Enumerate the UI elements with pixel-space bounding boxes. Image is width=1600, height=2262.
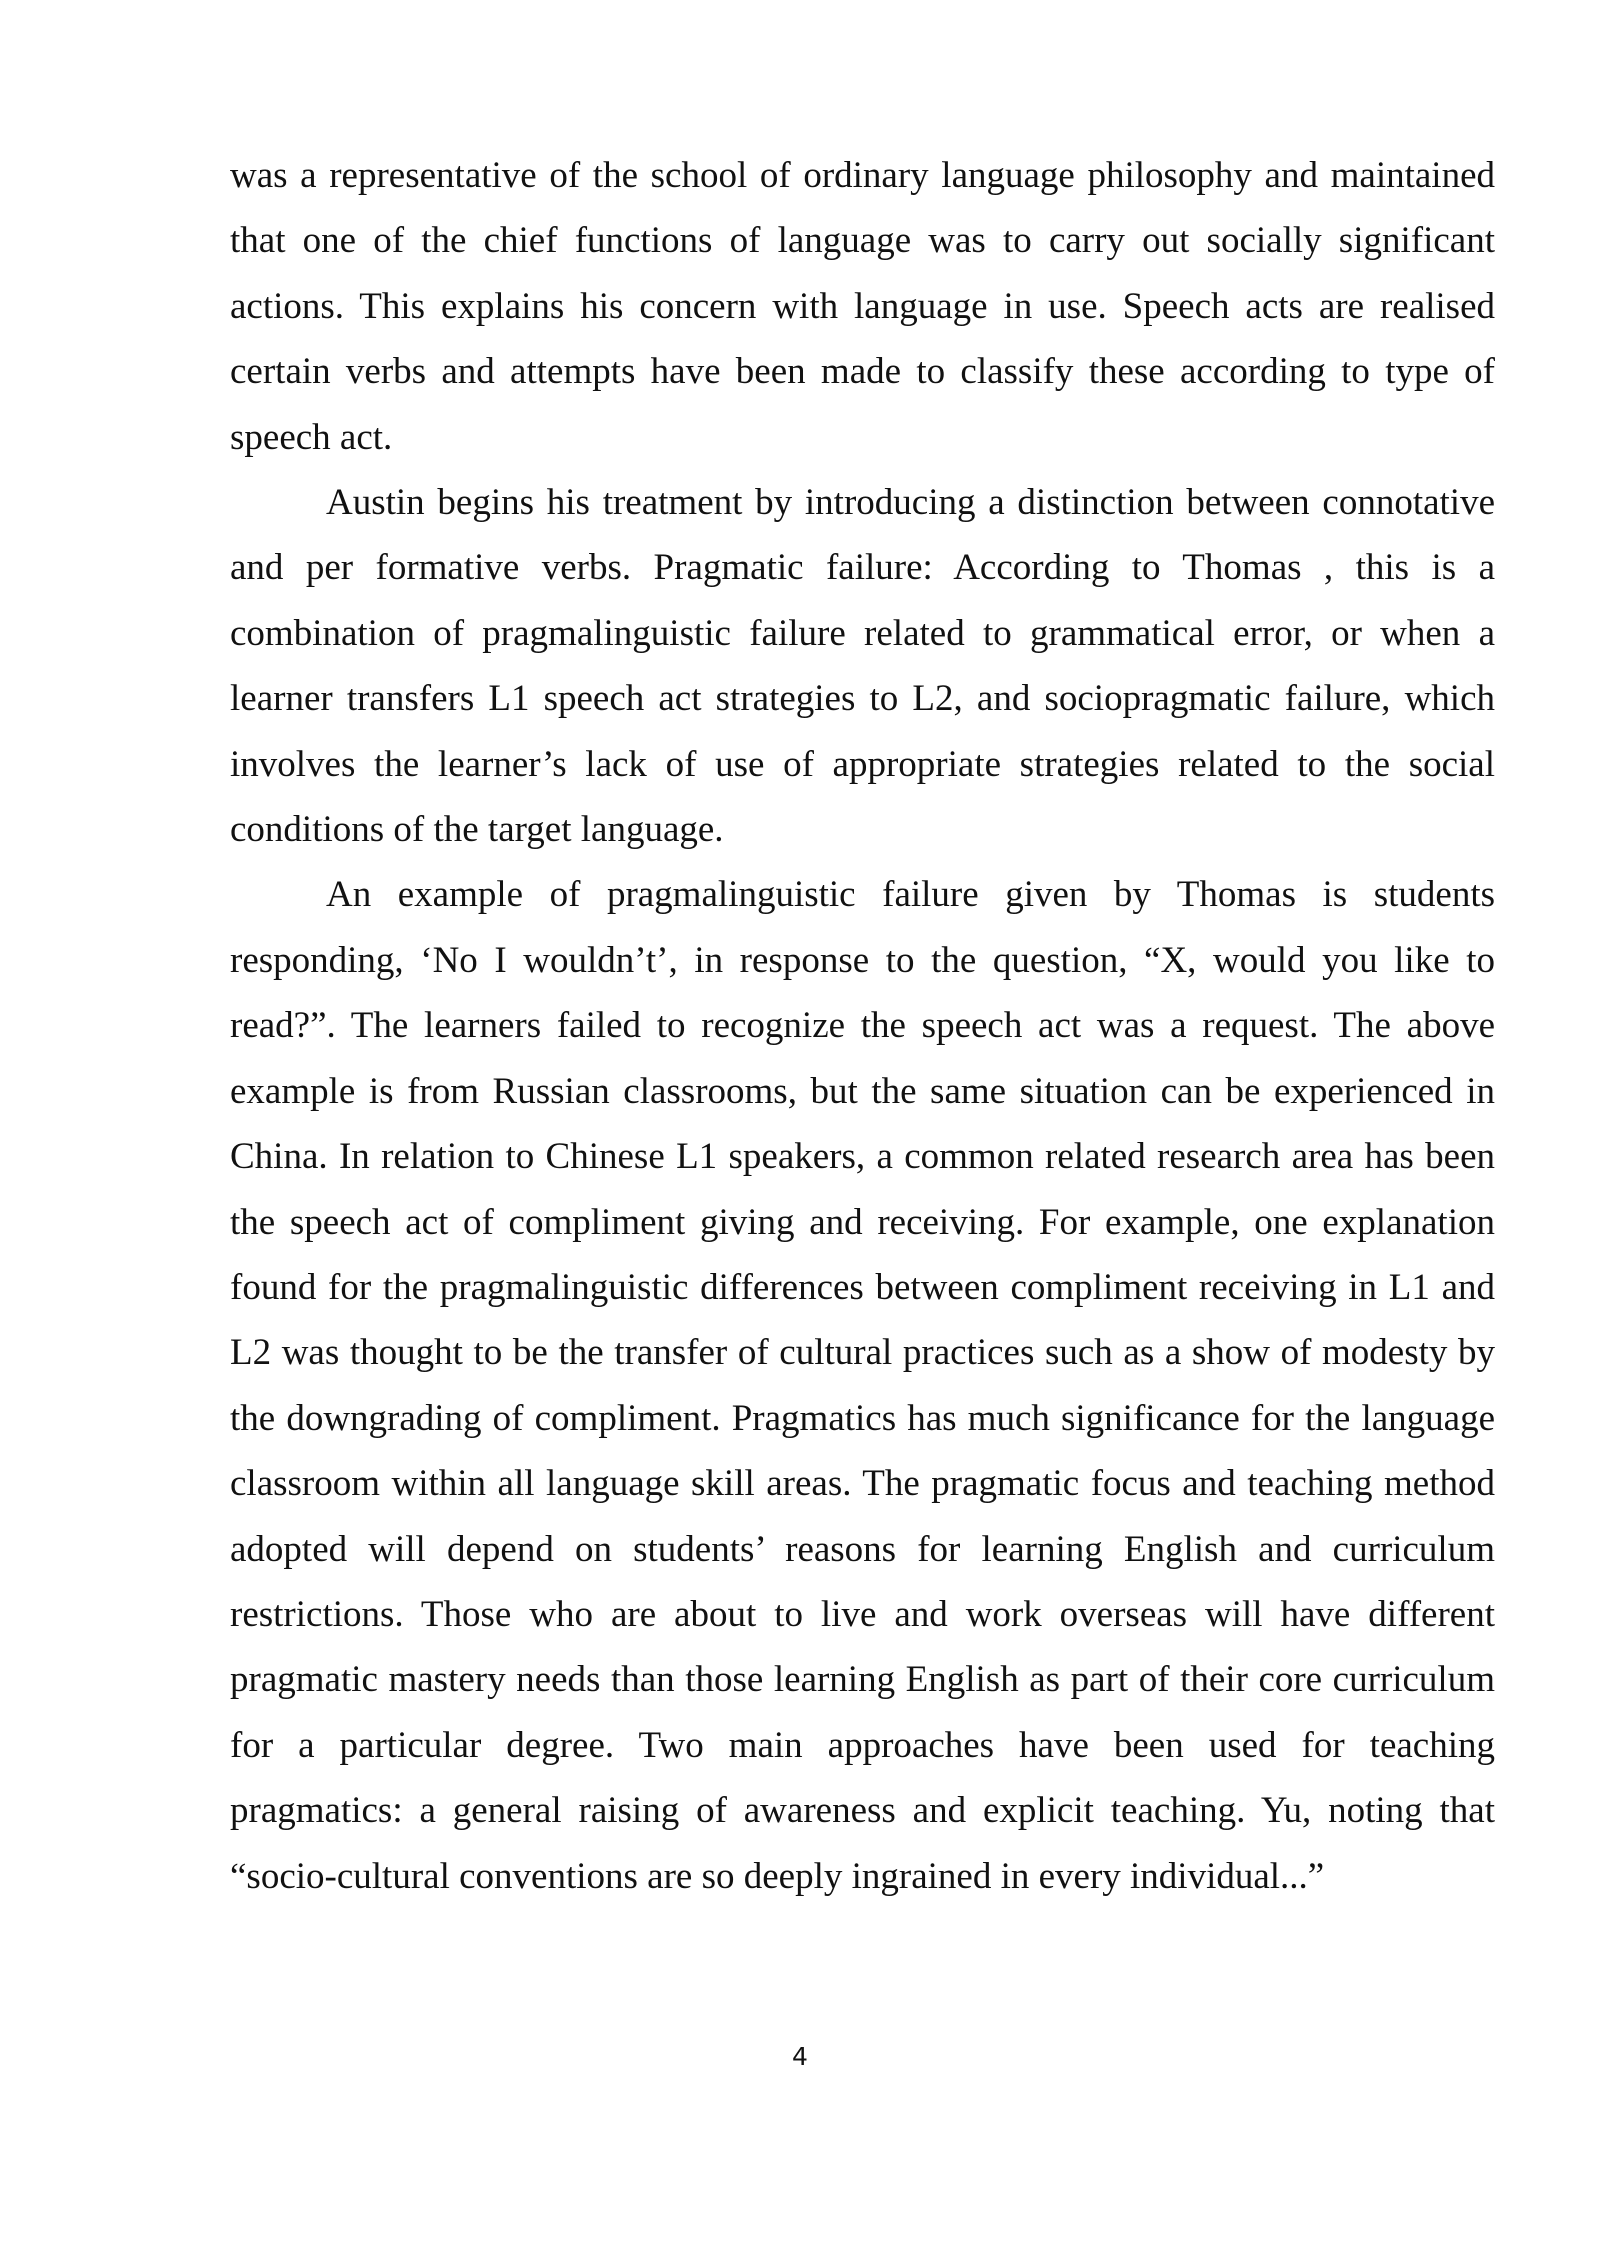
paragraph-pragmalinguistic-example: An example of pragmalinguistic failure given by Thomas is students responding, ‘No I wouldn’t’, in response to the question, “X, would you like to read?”. The learners failed to recognize the speech act was a request. The above example is from Russian classrooms, but the same situation can be experienced in China. In relation to Chinese L1 speakers, a common related research area has been the speech act of compliment giving and receiving. For example, one explanation found for the pragmalinguistic differences between compliment receiving in L1 and L2 was thought to be the transfer of cultural practices such as a show of modesty by the downgrading of compliment. Pragmatics has much significance for the language classroom within all language skill areas. The pragmatic focus and teaching method adopted will depend on students’ reasons for learning English and curriculum restrictions. Those who are about to live and work overseas will have different pragmatic mastery needs than those learning English as part of their core curriculum for a particular degree. Two main approaches have been used for teaching pragmatics: a general raising of awareness and explicit teaching. Yu, noting that “socio-cultural conventions are so deeply ingrained in every individual...” xyxy=(230,874,1495,1897)
body-text xyxy=(230,143,1495,1909)
paragraph-speech-acts-intro: was a representative of the school of ordinary language philosophy and maintained that one of the chief functions of language was to carry out socially significant actions. This explains his concern with language in use. Speech acts are realised certain verbs and attempts have been made to classify these according to type of speech act. xyxy=(230,155,1495,458)
paragraph-austin-pragmatic-failure: Austin begins his treatment by introducing a distinction between connotative and per formative verbs. Pragmatic failure: According to Thomas , this is a combination of pragmalinguistic failure related to grammatical error, or when a learner transfers L1 speech act strategies to L2, and sociopragmatic failure, which involves the learner’s lack of use of appropriate strategies related to the social conditions of the target language. xyxy=(230,482,1495,851)
page-number: 4 xyxy=(792,2042,808,2071)
